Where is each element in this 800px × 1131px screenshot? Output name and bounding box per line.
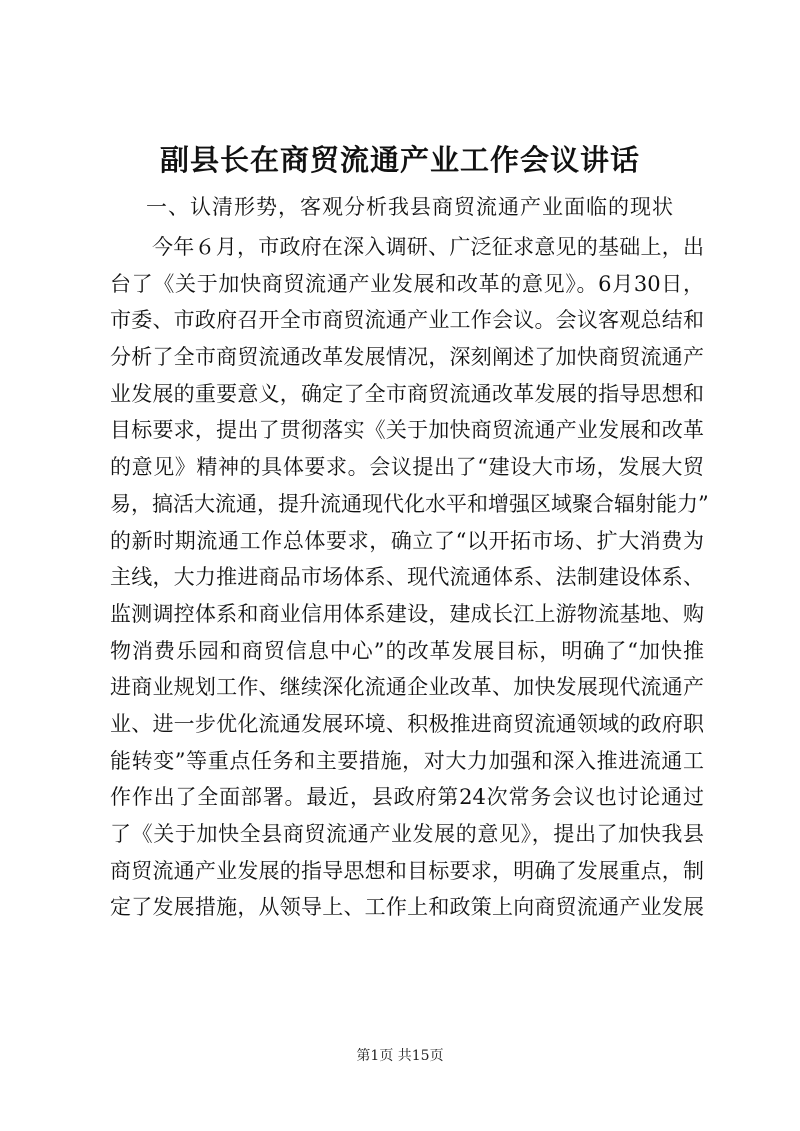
paragraph-line: 市委、市政府召开全市商贸流通产业工作会议。会议客观总结和 <box>110 308 704 333</box>
body-paragraph <box>110 229 709 926</box>
paragraph-line: 的新时期流通工作总体要求，确立了“以开拓市场、扩大消费为 <box>110 528 704 553</box>
page-indicator: 第1页 共15页 <box>356 1048 444 1064</box>
paragraph-line: 物消费乐园和商贸信息中心”的改革发展目标，明确了“加快推 <box>110 638 704 663</box>
paragraph-line: 进商业规划工作、继续深化流通企业改革、加快发展现代流通产 <box>110 675 704 700</box>
paragraph-line: 业发展的重要意义，确定了全市商贸流通改革发展的指导思想和 <box>110 381 704 406</box>
paragraph-line: 商贸流通产业发展的指导思想和目标要求，明确了发展重点，制 <box>110 858 704 883</box>
paragraph-line: 了《关于加快全县商贸流通产业发展的意见》，提出了加快我县 <box>110 822 704 846</box>
paragraph-line: 能转变”等重点任务和主要措施，对大力加强和深入推进流通工 <box>110 748 704 773</box>
paragraph-line: 目标要求，提出了贯彻落实《关于加快商贸流通产业发展和改革 <box>110 418 704 443</box>
section-heading: 一、认清形势，客观分析我县商贸流通产业面临的现状 <box>146 195 674 219</box>
paragraph-line: 易，搞活大流通，提升流通现代化水平和增强区域聚合辐射能力” <box>110 491 709 516</box>
paragraph-line: 分析了全市商贸流通改革发展情况，深刻阐述了加快商贸流通产 <box>110 345 704 370</box>
paragraph-line: 监测调控体系和商业信用体系建设，建成长江上游物流基地、购 <box>110 601 704 626</box>
paragraph-line: 定了发展措施，从领导上、工作上和政策上向商贸流通产业发展 <box>110 895 704 920</box>
paragraph-line: 作作出了全面部署。最近，县政府第24次常务会议也讨论通过 <box>110 785 704 810</box>
paragraph-line: 今年６月，市政府在深入调研、广泛征求意见的基础上，出 <box>152 235 704 259</box>
document-title: 副县长在商贸流通产业工作会议讲话 <box>159 143 640 177</box>
paragraph-line: 台了《关于加快商贸流通产业发展和改革的意见》。6月30日， <box>110 271 704 296</box>
paragraph-line: 主线，大力推进商品市场体系、现代流通体系、法制建设体系、 <box>110 565 704 590</box>
paragraph-line: 业、进一步优化流通发展环境、积极推进商贸流通领域的政府职 <box>110 711 704 736</box>
paragraph-line: 的意见》精神的具体要求。会议提出了“建设大市场，发展大贸 <box>110 455 704 480</box>
